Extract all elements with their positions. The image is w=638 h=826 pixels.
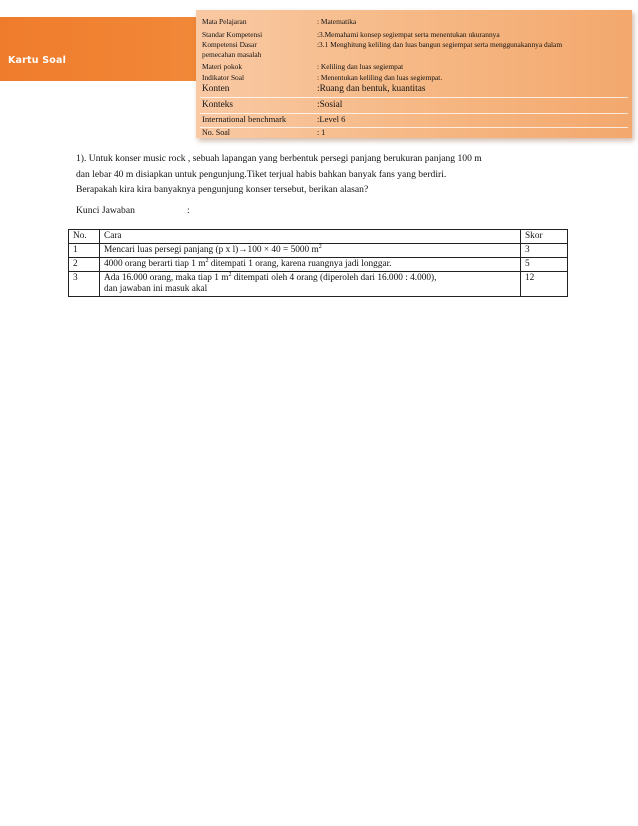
table-row	[69, 244, 568, 258]
header-cara: Cara	[100, 230, 521, 244]
question-text	[76, 151, 596, 198]
row-skor: 5	[521, 258, 568, 272]
arrow-icon: →	[238, 245, 248, 255]
table-header-row	[69, 230, 568, 244]
row-skor: 3	[521, 244, 568, 258]
row-no: 3	[69, 272, 100, 297]
answer-key-label: Kunci Jawaban :	[76, 205, 190, 216]
header-skor: Skor	[521, 230, 568, 244]
row-no: 2	[69, 258, 100, 272]
answer-table	[68, 229, 568, 297]
row-no: 1	[69, 244, 100, 258]
header-no: No.	[69, 230, 100, 244]
row-cara: Mencari luas persegi panjang (p x l)→100 × 40 = 5000 $m^2$	[100, 244, 521, 258]
question-line: Berapakah kira kira banyaknya pengunjung konser tersebut, berikan alasan?	[76, 184, 369, 195]
table-row	[69, 258, 568, 272]
card-divider	[200, 97, 628, 98]
row-cara: 4000 orang berarti tiap 1 $m^2$ ditempati 1 orang, karena ruangnya jadi longgar.	[100, 258, 521, 272]
table-row	[69, 272, 568, 297]
banner-title: Kartu Soal	[8, 55, 67, 66]
info-card: Mata Pelajaran : Matematika Standar Kompetensi :3.Memahami konsep segiempat serta menentukan ukurannya Kompetensi Dasar :3.1 Menghitung keliling dan luas bangun segiempat serta menggunakannya dalam pemecahan masalah Materi pokok : Keliling dan luas segiempat Indikator Soal : Menentukan keliling dan luas segiempat. Konten :Ruang dan bentuk, kuantitas Konteks :Sosial International benchmark :Level 6 No. Soal : 1	[196, 10, 632, 138]
row-cara: Ada 16.000 orang, maka tiap 1 $m^2$ ditempati oleh 4 orang (diperoleh dari 16.000 : 4.000), dan jawaban ini masuk akal	[100, 272, 521, 297]
question-line: 1). Untuk konser music rock , sebuah lapangan yang berbentuk persegi panjang berukuran panjang 100 m	[76, 153, 482, 164]
card-divider	[200, 127, 628, 128]
row-skor: 12	[521, 272, 568, 297]
question-line: dan lebar 40 m disiapkan untuk pengunjung.Tiket terjual habis bahkan banyak fans yang berdiri.	[76, 168, 447, 180]
